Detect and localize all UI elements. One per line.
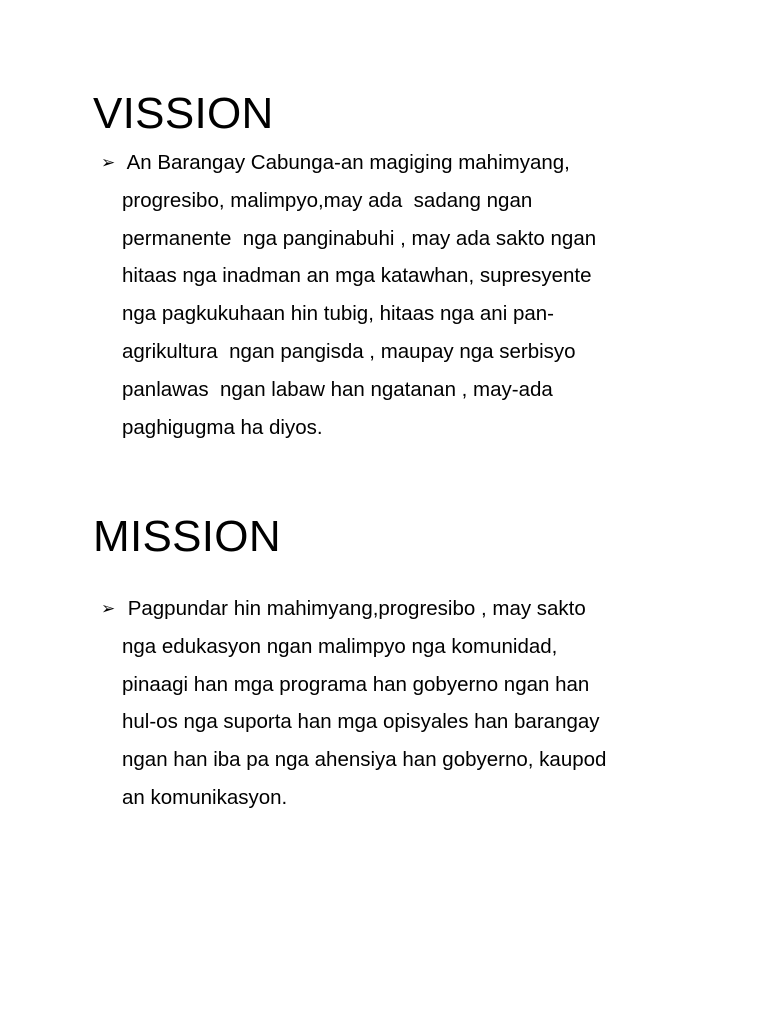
- paragraph-line: nga pagkukuhaan hin tubig, hitaas nga ani pan-: [122, 302, 554, 326]
- paragraph-line: permanente nga panginabuhi , may ada sakto ngan: [122, 226, 597, 250]
- paragraph-line: an komunikasyon.: [122, 785, 288, 809]
- paragraph-line: hul-os nga suporta han mga opisyales han barangay: [122, 710, 600, 734]
- arrow-bullet-icon: ➢: [101, 599, 116, 618]
- paragraph-line: pinaagi han mga programa han gobyerno ngan han: [122, 672, 590, 696]
- paragraph-line: hitaas nga inadman an mga katawhan, supresyente: [122, 264, 592, 288]
- arrow-bullet-icon: ➢: [101, 153, 116, 172]
- mission-heading: MISSION: [93, 512, 281, 561]
- paragraph-line: An Barangay Cabunga-an magiging mahimyang,: [122, 151, 570, 174]
- paragraph-line: agrikultura ngan pangisda , maupay nga serbisyo: [122, 339, 576, 363]
- paragraph-line: paghigugma ha diyos.: [122, 415, 323, 439]
- paragraph-line: progresibo, malimpyo,may ada sadang ngan: [122, 188, 533, 212]
- vision-heading: VISSION: [93, 89, 274, 138]
- paragraph-line: ngan han iba pa nga ahensiya han gobyerno, kaupod: [122, 748, 607, 772]
- paragraph-line: Pagpundar hin mahimyang,progresibo , may sakto: [122, 597, 586, 620]
- vision-paragraph: [122, 144, 682, 446]
- paragraph-line: panlawas ngan labaw han ngatanan , may-ada: [122, 377, 553, 401]
- paragraph-line: nga edukasyon ngan malimpyo nga komunidad,: [122, 634, 558, 658]
- mission-paragraph: [122, 590, 682, 817]
